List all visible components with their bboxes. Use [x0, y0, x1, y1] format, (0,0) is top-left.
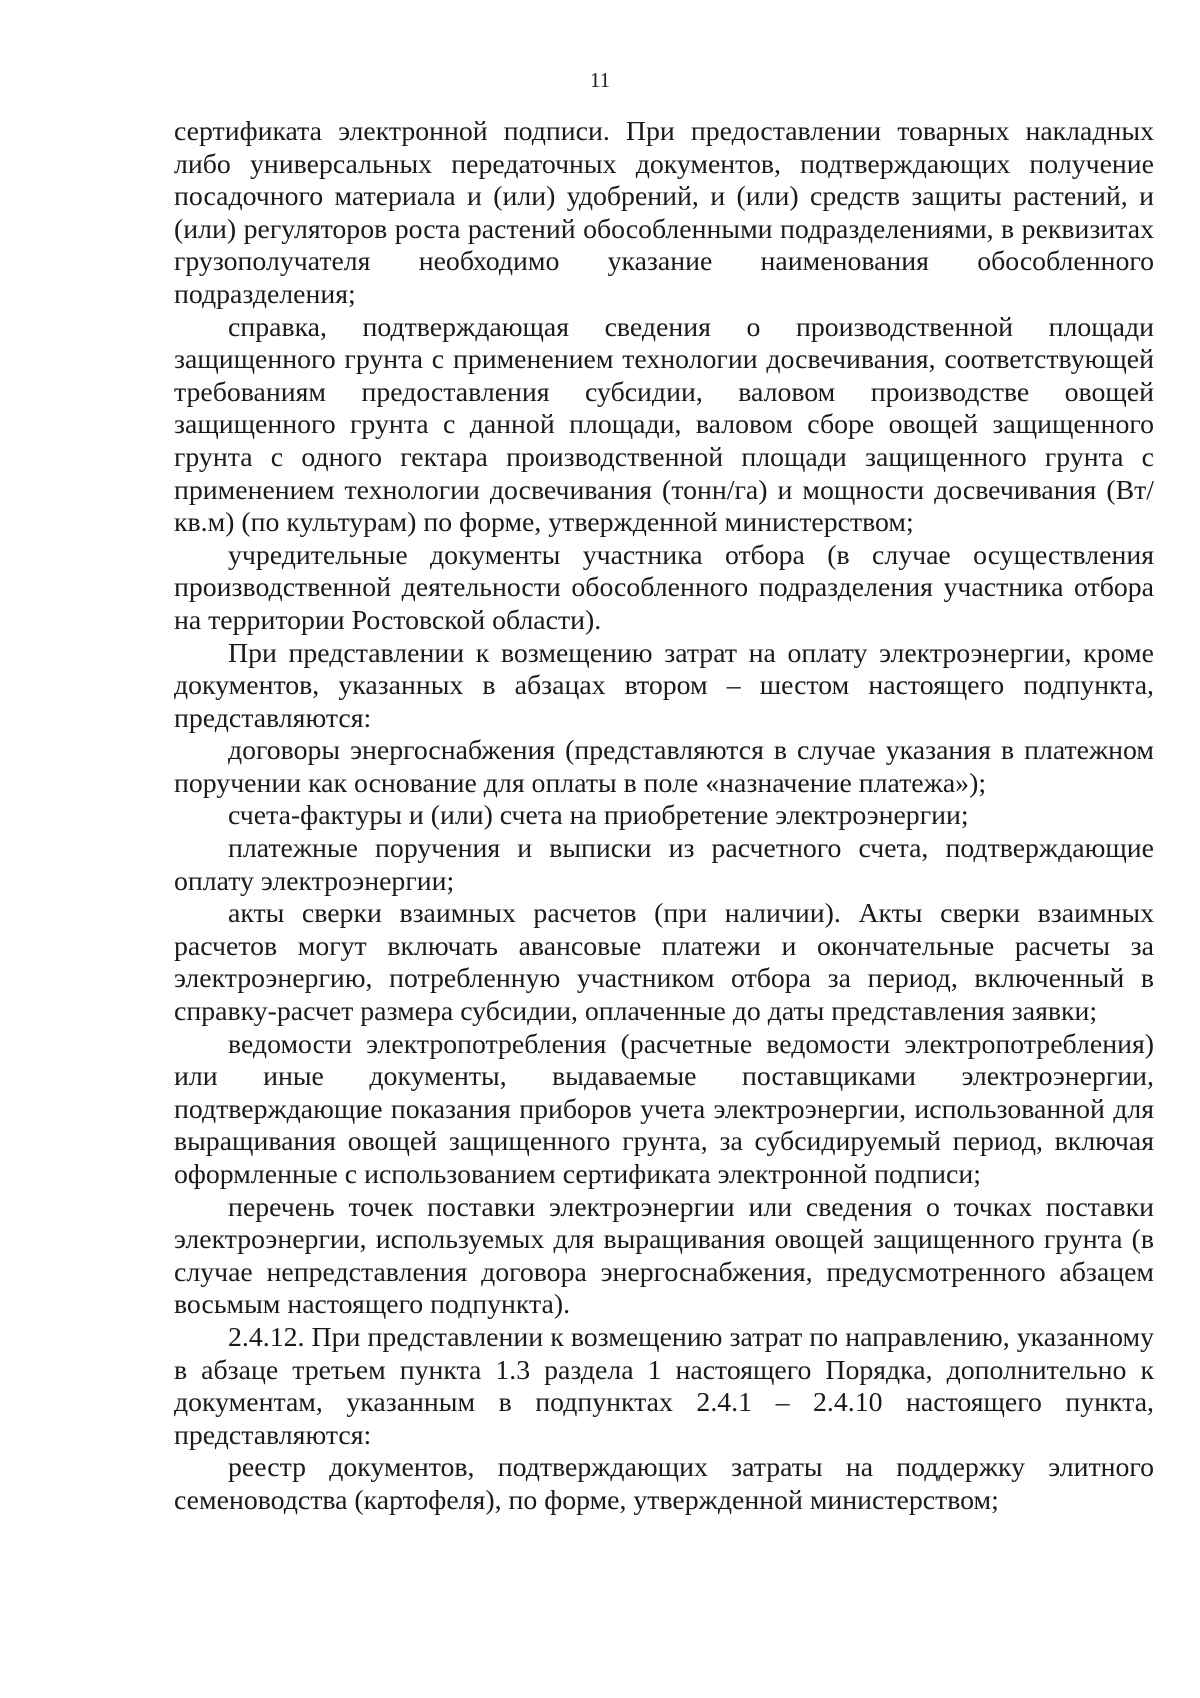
- paragraph: справка, подтверждающая сведения о производственной площади защищенного грунта с применением технологии досвечивания, соответствующей требованиям предоставления субсидии, валовом производстве овощей защищенного грунта с данной площади, валовом сборе овощей защищенного грунта с одного гектара производственной площади защищенного грунта с применением технологии досвечивания (тонн/га) и мощности досвечивания (Вт/кв.м) (по культурам) по форме, утвержденной министерством;: [174, 311, 1154, 539]
- paragraph: ведомости электропотребления (расчетные ведомости электропотребления) или иные документы, выдаваемые поставщиками электроэнергии, подтверждающие показания приборов учета электроэнергии, использованной для выращивания овощей защищенного грунта, за субсидируемый период, включая оформленные с использованием сертификата электронной подписи;: [174, 1028, 1154, 1190]
- page-number: 11: [589, 68, 611, 92]
- paragraph: При представлении к возмещению затрат на оплату электроэнергии, кроме документов, указанных в абзацах втором – шестом настоящего подпункта, представляются:: [174, 637, 1154, 734]
- paragraph: учредительные документы участника отбора (в случае осуществления производственной деятельности обособленного подразделения участника отбора на территории Ростовской области).: [174, 539, 1154, 636]
- document-body: [174, 116, 1154, 1518]
- paragraph: 2.4.12. При представлении к возмещению затрат по направлению, указанному в абзаце третьем пункта 1.3 раздела 1 настоящего Порядка, дополнительно к документам, указанным в подпунктах 2.4.1 – 2.4.10 настоящего пункта, представляются:: [174, 1321, 1154, 1451]
- paragraph: договоры энергоснабжения (представляются в случае указания в платежном поручении как основание для оплаты в поле «назначение платежа»);: [174, 735, 1154, 799]
- paragraph: платежные поручения и выписки из расчетного счета, подтверждающие оплату электроэнергии;: [174, 833, 1154, 897]
- paragraph: сертификата электронной подписи. При предоставлении товарных накладных либо универсальных передаточных документов, подтверждающих получение посадочного материала и (или) удобрений, и (или) средств защиты растений, и (или) регуляторов роста растений обособленными подразделениями, в реквизитах грузополучателя необходимо указание наименования обособленного подразделения;: [174, 116, 1154, 310]
- paragraph: перечень точек поставки электроэнергии или сведения о точках поставки электроэнергии, используемых для выращивания овощей защищенного грунта (в случае непредставления договора энергоснабжения, предусмотренного абзацем восьмым настоящего подпункта).: [174, 1191, 1154, 1321]
- paragraph: акты сверки взаимных расчетов (при наличии). Акты сверки взаимных расчетов могут включать авансовые платежи и окончательные расчеты за электроэнергию, потребленную участником отбора за период, включенный в справку-расчет размера субсидии, оплаченные до даты представления заявки;: [174, 898, 1154, 1028]
- paragraph: реестр документов, подтверждающих затраты на поддержку элитного семеноводства (картофеля), по форме, утвержденной министерством;: [174, 1452, 1154, 1516]
- paragraph: счета-фактуры и (или) счета на приобретение электроэнергии;: [228, 800, 969, 832]
